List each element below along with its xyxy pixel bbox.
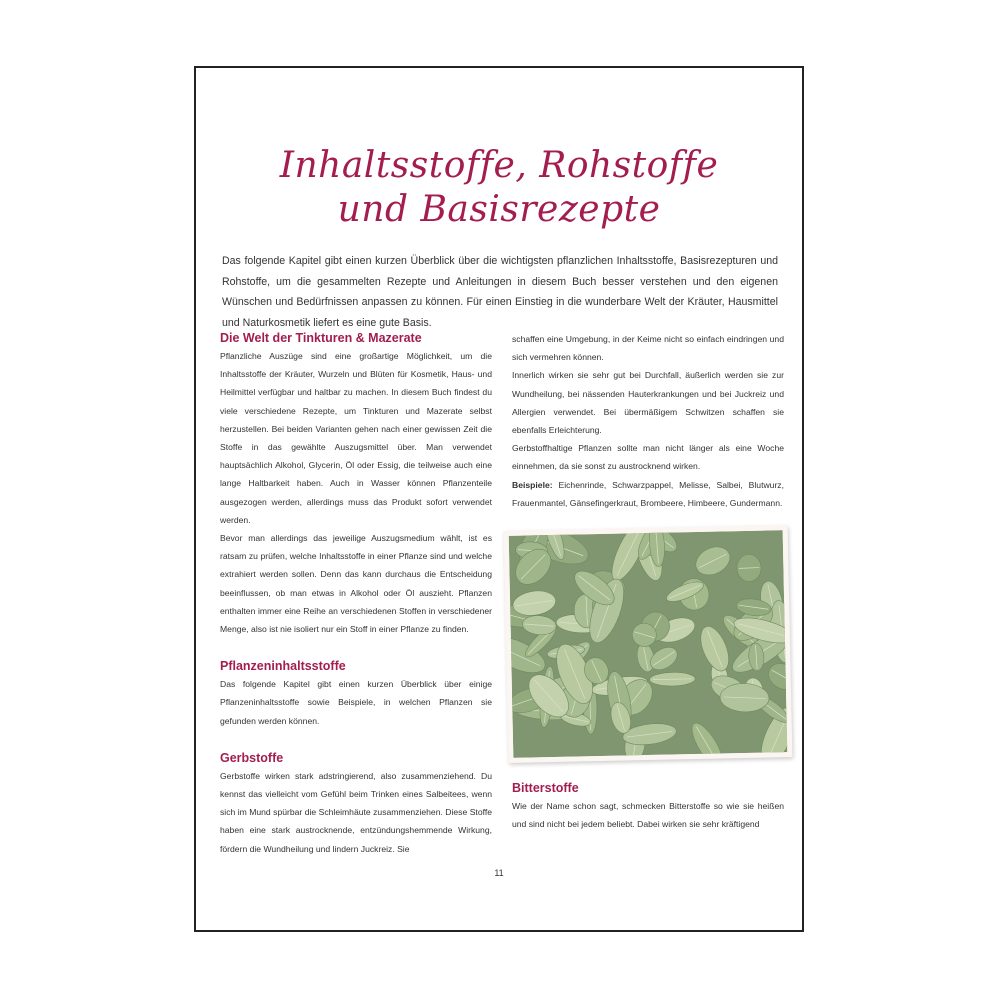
- page-number: 11: [494, 868, 504, 878]
- title-line-1: Inhaltsstoffe, Rohstoffe: [279, 145, 719, 186]
- heading-pflanzeninhaltsstoffe: Pflanzeninhaltsstoffe: [220, 659, 346, 674]
- bitterstoffe-section: [512, 780, 784, 833]
- book-page: [194, 66, 804, 932]
- paragraph-tinkturen-1: Pflanzliche Auszüge sind eine großartige Möglichkeit, um die Inhaltsstoffe der Kräuter, Wurzeln und Blüten für Kosmetik, Haus- und Heilmittel verfügbar und haltbar zu machen. In diesem Buch findest du viele verschiedene Rezepte, um Tinkturen und Mazerate selbst herzustellen. Bei beiden Varianten gehen nach einer gewissen Zeit die Stoffe in das gewählte Auszugsmittel über. Man verwendet hauptsächlich Alkohol, Glycerin, Öl oder Essig, die teilweise auch eine lange Haltbarkeit haben. Auch in Wasser können Pflanzenteile ausgezogen werden, allerdings muss das Produkt sofort verwendet werden.: [220, 351, 492, 525]
- examples-text: Eichenrinde, Schwarzpappel, Melisse, Salbei, Blutwurz, Frauenmantel, Gänsefingerkraut, Brombeere, Himbeere, Gundermann.: [512, 479, 784, 508]
- heading-gerbstoffe: Gerbstoffe: [220, 750, 284, 765]
- intro-paragraph: Das folgende Kapitel gibt einen kurzen Überblick über die wichtigsten pflanzlichen Inhaltsstoffe, Basisrezepturen und Rohstoffe, um die gesammelten Rezepte und Anleitungen in diesem Buch besser verstehen und den eigenen Wünschen und Bedürfnissen anpassen zu können. Für einen Einstieg in die wunderbare Welt der Kräuter, Hausmittel und Naturkosmetik liefert es eine gute Basis.: [222, 255, 778, 329]
- paragraph-bitterstoffe: Wie der Name schon sagt, schmecken Bitterstoffe so wie sie heißen und sind nicht bei jedem beliebt. Dabei wirken sie sehr kräftigend: [512, 801, 784, 830]
- paragraph-tinkturen-2: Bevor man allerdings das jeweilige Auszugsmedium wählt, ist es ratsam zu prüfen, welche Inhaltsstoffe in einer Pflanze sind und welche extrahiert werden sollen. Denn das kann durchaus die Entscheidung beeinflussen, ob man etwas in Alkohol oder Öl auszieht. Pflanzen enthalten immer eine Reihe an verschiedenen Stoffen in verschiedener Menge, also ist nie isoliert nur ein Stoff in einer Pflanze zu finden.: [220, 533, 492, 635]
- paragraph-gerbstoffe: Gerbstoffe wirken stark adstringierend, also zusammenziehend. Du kennst das vielleicht vom Gefühl beim Trinken eines Salbeitees, wenn sich im Mund spürbar die Schleimhäute zusammenziehen. Diese Stoffe haben eine stark austrocknende, entzündungshemmende Wirkung, fördern die Wundheilung und lindern Juckreiz. Sie: [220, 770, 492, 854]
- paragraph-gerbstoffe-warning: Gerbstoffhaltige Pflanzen sollte man nicht länger als eine Woche einnehmen, da sie sonst zu austrocknend wirken.: [512, 443, 784, 472]
- paragraph-pflanzeninhaltsstoffe: Das folgende Kapitel gibt einen kurzen Überblick über einige Pflanzeninhaltsstoffe sowie Beispiele, in welchen Pflanzen sie gefunden werden können.: [220, 679, 492, 726]
- sage-photo: [504, 525, 793, 763]
- paragraph-gerbstoffe-usage: Innerlich wirken sie sehr gut bei Durchfall, äußerlich werden sie zur Wundheilung, bei nässenden Hauterkrankungen und bei Juckreiz und Allergien verwendet. Bei übermäßigem Schwitzen schaffen sie ebenfalls Erleichterung.: [512, 370, 784, 436]
- right-column: [512, 330, 784, 512]
- sage-leaves-image: [509, 530, 788, 758]
- left-column: [220, 330, 492, 858]
- examples-label: Beispiele:: [512, 479, 553, 490]
- page-title: [196, 144, 802, 232]
- title-line-2: und Basisrezepte: [337, 189, 661, 230]
- paragraph-gerbstoffe-cont: schaffen eine Umgebung, in der Keime nicht so einfach eindringen und sich vermehren können.: [512, 334, 784, 363]
- paragraph-examples: [512, 476, 784, 512]
- heading-tinkturen: Die Welt der Tinkturen & Mazerate: [220, 331, 422, 345]
- heading-bitterstoffe: Bitterstoffe: [512, 781, 579, 795]
